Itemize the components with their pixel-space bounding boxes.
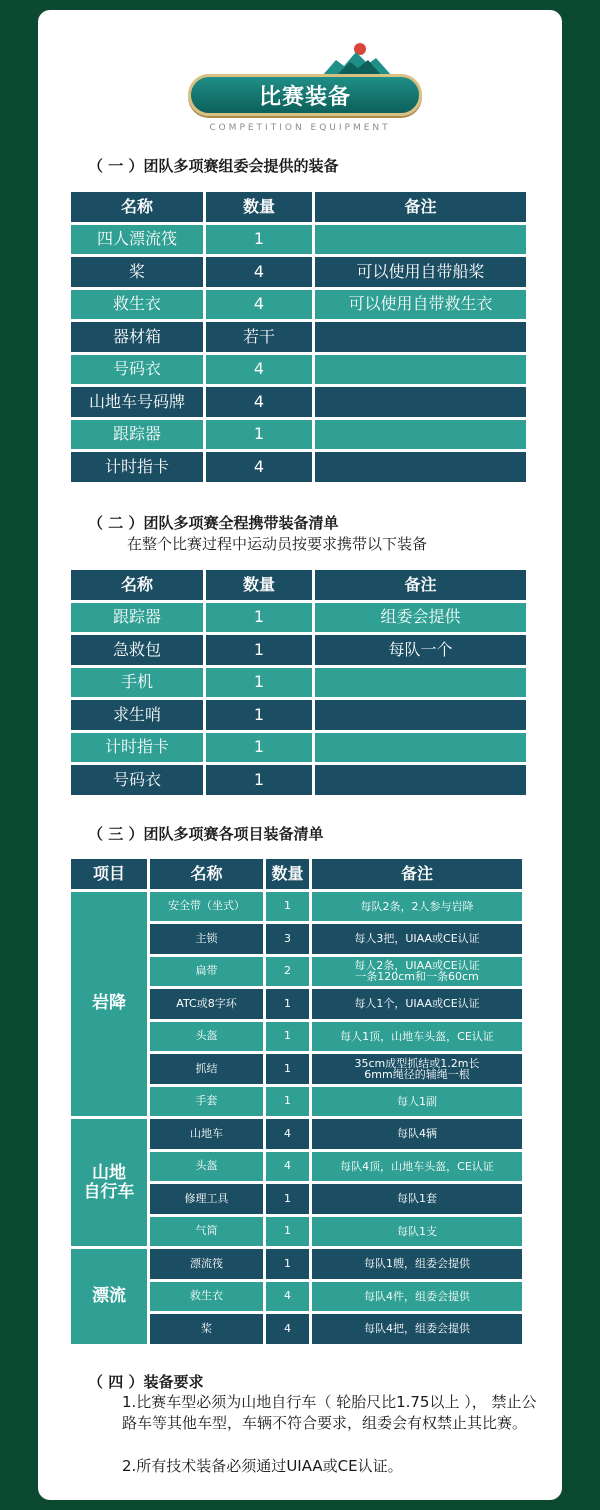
table-header-cell: 名称 (71, 192, 203, 222)
item-name-cell: 跟踪器 (71, 603, 203, 633)
note-cell: 每人2条，UIAA或CE认证 一条120cm和一条60cm (312, 957, 522, 987)
quantity-cell: 1 (266, 1054, 309, 1084)
quantity-cell: 1 (206, 668, 312, 698)
note-cell: 每人3把，UIAA或CE认证 (312, 924, 522, 954)
table-header-cell: 名称 (150, 859, 263, 889)
note-cell: 每队2条，2人参与岩降 (312, 892, 522, 922)
note-cell (315, 733, 526, 763)
note-cell: 每队1套 (312, 1184, 522, 1214)
table-header-cell: 数量 (206, 192, 312, 222)
item-name-cell: 计时指卡 (71, 452, 203, 482)
quantity-cell: 1 (266, 1087, 309, 1117)
item-name-cell: 四人漂流筏 (71, 225, 203, 255)
table-header-cell: 名称 (71, 570, 203, 600)
note-cell (315, 452, 526, 482)
quantity-cell: 1 (206, 765, 312, 795)
item-name-cell: 扁带 (150, 957, 263, 987)
section4-title: （ 四 ）装备要求 (88, 1373, 204, 1391)
quantity-cell: 4 (266, 1152, 309, 1182)
item-name-cell: 修理工具 (150, 1184, 263, 1214)
note-cell: 每队4把，组委会提供 (312, 1314, 522, 1344)
note-cell: 组委会提供 (315, 603, 526, 633)
item-name-cell: 抓结 (150, 1054, 263, 1084)
quantity-cell: 4 (266, 1314, 309, 1344)
item-name-cell: 头盔 (150, 1022, 263, 1052)
item-name-cell: 山地车号码牌 (71, 387, 203, 417)
note-cell: 每队1艘，组委会提供 (312, 1249, 522, 1279)
item-name-cell: 漂流筏 (150, 1249, 263, 1279)
page-subtitle-en: COMPETITION EQUIPMENT (209, 123, 391, 133)
note-cell: 35cm成型抓结或1.2m长 6mm绳径的辅绳一根 (312, 1054, 522, 1084)
section2-desc: 在整个比赛过程中运动员按要求携带以下装备 (127, 535, 428, 553)
equipment-card (38, 10, 562, 1500)
item-name-cell: 急救包 (71, 635, 203, 665)
item-name-cell: 桨 (150, 1314, 263, 1344)
item-name-cell: 山地车 (150, 1119, 263, 1149)
item-name-cell: 气筒 (150, 1217, 263, 1247)
quantity-cell: 1 (266, 892, 309, 922)
item-name-cell: 头盔 (150, 1152, 263, 1182)
item-name-cell: 求生哨 (71, 700, 203, 730)
section1-table (71, 192, 526, 482)
quantity-cell: 3 (266, 924, 309, 954)
quantity-cell: 1 (206, 225, 312, 255)
note-cell: 每人1个，UIAA或CE认证 (312, 989, 522, 1019)
note-cell (315, 420, 526, 450)
page-title: 比赛装备 (188, 74, 422, 116)
note-cell (315, 668, 526, 698)
quantity-cell: 1 (266, 1217, 309, 1247)
table-header-cell: 备注 (315, 192, 526, 222)
section1-title: （ 一 ）团队多项赛组委会提供的装备 (88, 157, 339, 175)
quantity-cell: 4 (206, 290, 312, 320)
note-cell (315, 700, 526, 730)
quantity-cell: 4 (266, 1282, 309, 1312)
category-cell: 漂流 (71, 1249, 147, 1344)
note-cell (315, 322, 526, 352)
requirement-item-2: 2.所有技术装备必须通过UIAA或CE认证。 (122, 1457, 403, 1475)
note-cell (315, 355, 526, 385)
item-name-cell: 手套 (150, 1087, 263, 1117)
quantity-cell: 2 (266, 957, 309, 987)
quantity-cell: 若干 (206, 322, 312, 352)
note-cell: 每人1副 (312, 1087, 522, 1117)
note-cell (315, 387, 526, 417)
item-name-cell: 跟踪器 (71, 420, 203, 450)
item-name-cell: 号码衣 (71, 765, 203, 795)
item-name-cell: 号码衣 (71, 355, 203, 385)
category-cell: 岩降 (71, 892, 147, 1117)
note-cell: 每队4辆 (312, 1119, 522, 1149)
item-name-cell: 计时指卡 (71, 733, 203, 763)
quantity-cell: 4 (206, 257, 312, 287)
category-cell: 山地 自行车 (71, 1119, 147, 1246)
quantity-cell: 4 (206, 355, 312, 385)
section3-table (71, 859, 522, 1344)
item-name-cell: 桨 (71, 257, 203, 287)
note-cell: 每人1顶，山地车头盔，CE认证 (312, 1022, 522, 1052)
quantity-cell: 1 (206, 635, 312, 665)
table-header-cell: 数量 (266, 859, 309, 889)
table-header-cell: 项目 (71, 859, 147, 889)
item-name-cell: 安全带（坐式） (150, 892, 263, 922)
quantity-cell: 1 (266, 989, 309, 1019)
table-header-cell: 备注 (315, 570, 526, 600)
item-name-cell: 器材箱 (71, 322, 203, 352)
note-cell: 每队4件，组委会提供 (312, 1282, 522, 1312)
item-name-cell: 主锁 (150, 924, 263, 954)
section2-table (71, 570, 526, 795)
title-banner (188, 40, 422, 122)
note-cell: 每队4顶，山地车头盔，CE认证 (312, 1152, 522, 1182)
note-cell (315, 765, 526, 795)
requirement-item-1: 1.比赛车型必须为山地自行车（ 轮胎尺比1.75以上 ）， 禁止公路车等其他车型，车辆不符合要求，组委会有权禁止其比赛。 (122, 1393, 537, 1432)
section2-title: （ 二 ）团队多项赛全程携带装备清单 (88, 514, 339, 532)
item-name-cell: 手机 (71, 668, 203, 698)
table-header-cell: 数量 (206, 570, 312, 600)
note-cell: 可以使用自带救生衣 (315, 290, 526, 320)
section3-title: （ 三 ）团队多项赛各项目装备清单 (88, 825, 324, 843)
quantity-cell: 1 (266, 1022, 309, 1052)
item-name-cell: 救生衣 (71, 290, 203, 320)
item-name-cell: ATC或8字环 (150, 989, 263, 1019)
quantity-cell: 4 (266, 1119, 309, 1149)
table-header-cell: 备注 (312, 859, 522, 889)
quantity-cell: 4 (206, 387, 312, 417)
quantity-cell: 1 (206, 603, 312, 633)
note-cell (315, 225, 526, 255)
item-name-cell: 救生衣 (150, 1282, 263, 1312)
quantity-cell: 4 (206, 452, 312, 482)
quantity-cell: 1 (206, 420, 312, 450)
quantity-cell: 1 (266, 1184, 309, 1214)
quantity-cell: 1 (206, 733, 312, 763)
note-cell: 每队一个 (315, 635, 526, 665)
quantity-cell: 1 (266, 1249, 309, 1279)
note-cell: 每队1支 (312, 1217, 522, 1247)
quantity-cell: 1 (206, 700, 312, 730)
note-cell: 可以使用自带船桨 (315, 257, 526, 287)
